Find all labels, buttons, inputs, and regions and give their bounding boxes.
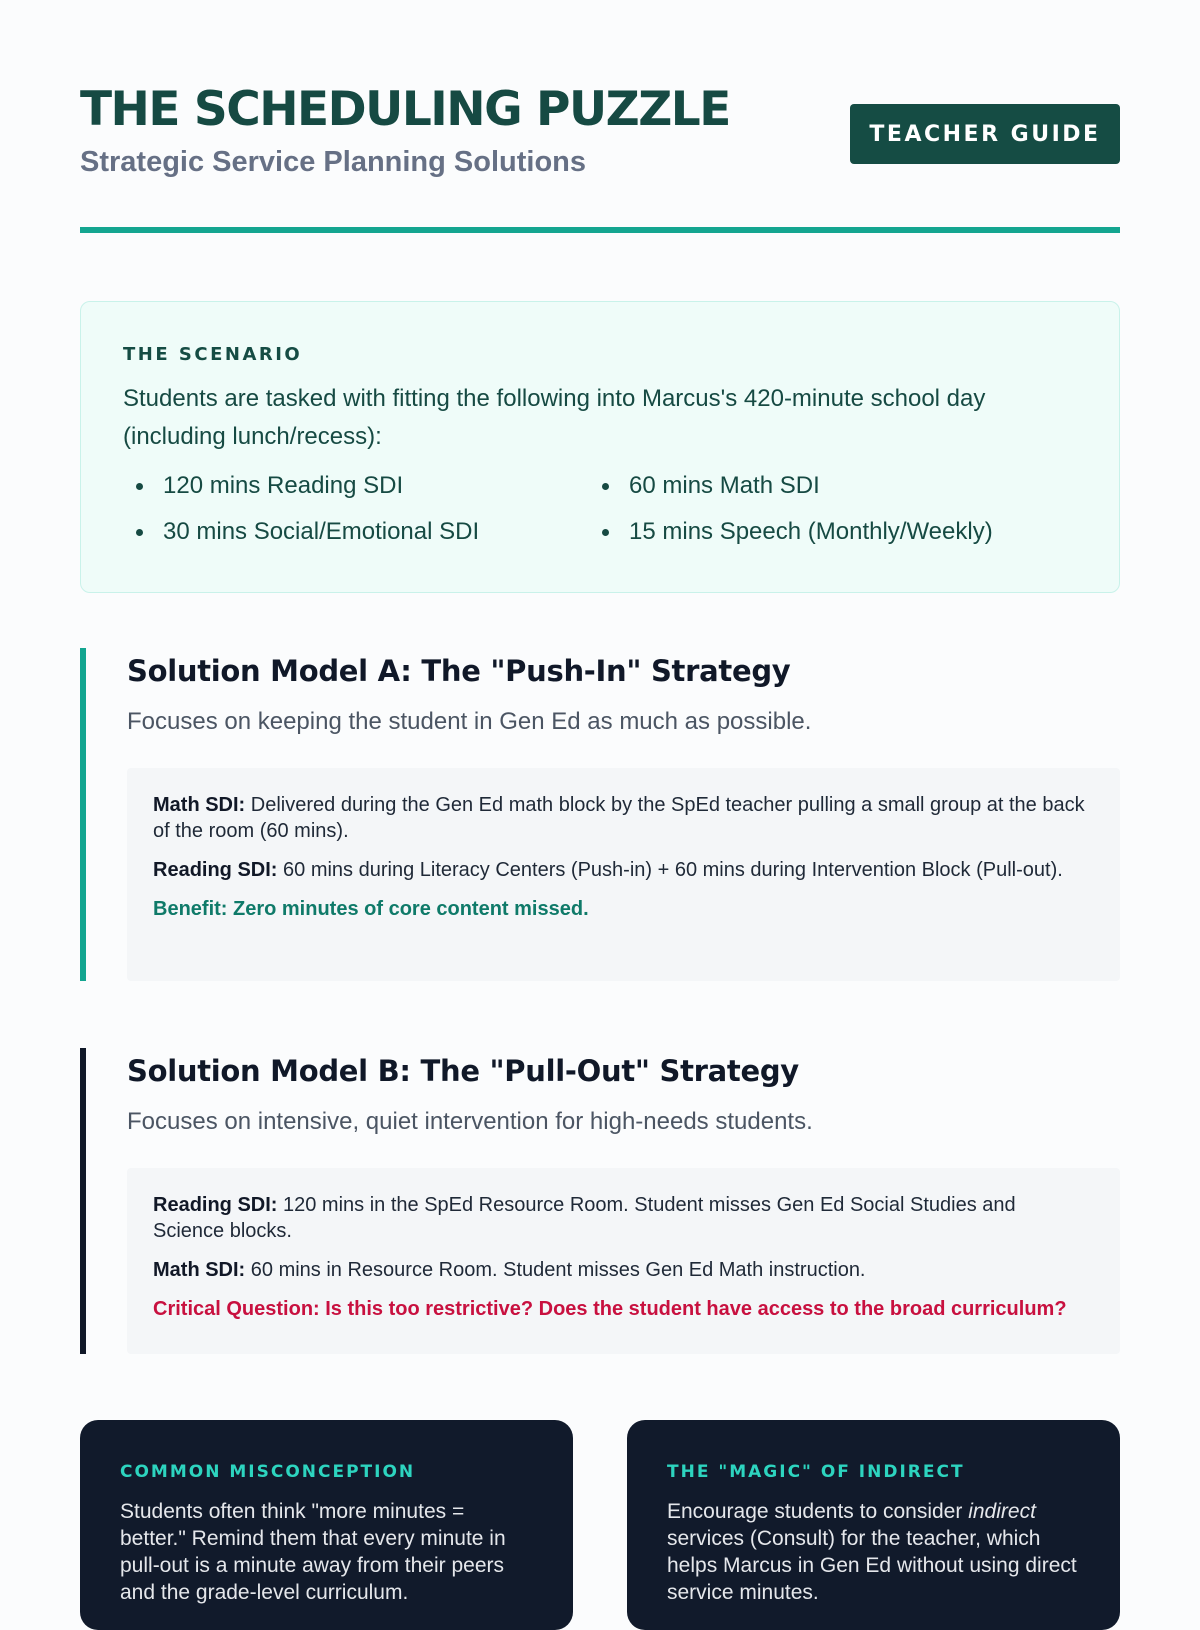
header (80, 82, 1120, 192)
scenario-label: THE SCENARIO (123, 344, 303, 365)
detail-label: Reading SDI: (153, 1194, 278, 1216)
header-divider (80, 227, 1120, 233)
detail-label: Math SDI: (153, 794, 246, 816)
indirect-services-card (627, 1420, 1120, 1630)
detail-text: Delivered during the Gen Ed math block by the SpEd teacher pulling a small group at the back of the room (60 mins). (153, 794, 1085, 842)
model-detail-box (127, 1168, 1120, 1354)
model-title: Solution Model A: The "Push-In" Strategy (127, 654, 791, 688)
detail-line-math (153, 792, 1092, 844)
detail-line-reading (153, 1192, 1092, 1244)
card-text (667, 1498, 1077, 1606)
card-text-emphasis: indirect (968, 1500, 1036, 1523)
card-label: THE "MAGIC" OF INDIRECT (667, 1462, 965, 1482)
teacher-guide-badge: TEACHER GUIDE (850, 104, 1120, 164)
scenario-panel (80, 301, 1120, 593)
benefit-note: Benefit: Zero minutes of core content missed. (153, 898, 589, 920)
solution-model-a (80, 648, 1120, 981)
list-item: 30 mins Social/Emotional SDI (123, 516, 589, 548)
scenario-text: Students are tasked with fitting the following into Marcus's 420-minute school day (including lunch/recess): (123, 385, 986, 450)
misconception-card (80, 1420, 573, 1630)
detail-line-reading (153, 857, 1092, 883)
model-accent-bar (80, 648, 86, 981)
scenario-requirements-list (123, 470, 1083, 548)
model-accent-bar (80, 1048, 86, 1354)
model-description: Focuses on keeping the student in Gen Ed as much as possible. (127, 708, 812, 735)
list-item: 60 mins Math SDI (589, 470, 1055, 502)
list-item: 15 mins Speech (Monthly/Weekly) (589, 516, 1055, 548)
card-text-end: services (Consult) for the teacher, which helps Marcus in Gen Ed without using direct service minutes. (667, 1527, 1077, 1604)
card-label: COMMON MISCONCEPTION (120, 1462, 416, 1482)
solution-model-b (80, 1048, 1120, 1354)
page-subtitle: Strategic Service Planning Solutions (80, 146, 587, 178)
list-item: 120 mins Reading SDI (123, 470, 589, 502)
critical-question: Critical Question: Is this too restrictive? Does the student have access to the broad curriculum? (153, 1298, 1067, 1320)
detail-text: 120 mins in the SpEd Resource Room. Student misses Gen Ed Social Studies and Science blocks. (153, 1194, 1016, 1242)
model-title: Solution Model B: The "Pull-Out" Strategy (127, 1054, 799, 1088)
detail-text: 60 mins in Resource Room. Student misses Gen Ed Math instruction. (245, 1259, 866, 1281)
detail-line-math (153, 1257, 1092, 1283)
card-text-start: Encourage students to consider (667, 1500, 969, 1523)
detail-label: Reading SDI: (153, 859, 278, 881)
page-title: THE SCHEDULING PUZZLE (80, 82, 730, 137)
detail-text: 60 mins during Literacy Centers (Push-in) + 60 mins during Intervention Block (Pull-out). (277, 859, 1063, 881)
model-detail-box (127, 768, 1120, 981)
detail-label: Math SDI: (153, 1259, 246, 1281)
model-description: Focuses on intensive, quiet intervention for high-needs students. (127, 1108, 813, 1135)
card-text: Students often think "more minutes = better." Remind them that every minute in pull-out is a minute away from their peers and the grade-level curriculum. (120, 1500, 506, 1604)
